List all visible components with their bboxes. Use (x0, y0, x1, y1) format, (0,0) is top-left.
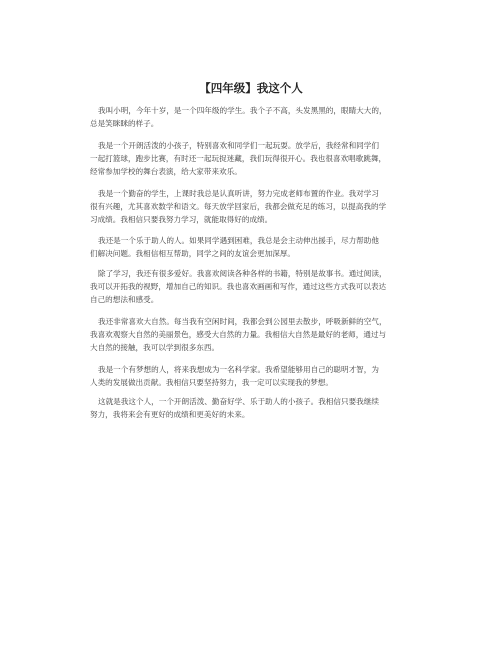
paragraph-1-line-1: 我叫小明，今年十岁，是一个四年级的学生。我个子不高，头发黑黑的，眼睛大大的， (98, 106, 387, 115)
paragraph-7 (90, 363, 379, 389)
paragraph-4 (90, 234, 379, 260)
paragraph-3-line-3: 习成绩。我相信只要我努力学习，就能取得好的成绩。 (90, 215, 273, 224)
paragraph-4-line-1: 我还是一个乐于助人的人。如果同学遇到困难，我总是会主动伸出援手，尽力帮助他 (98, 236, 379, 245)
paragraph-3 (90, 187, 386, 226)
paragraph-5-line-3: 自己的想法和感受。 (90, 295, 159, 304)
paragraph-6-line-3: 大自然的接触，我可以学到很多东西。 (90, 343, 220, 352)
paragraph-6-line-1: 我还非常喜欢大自然。每当我有空闲时间，我都会到公园里去散步，呼吸新鲜的空气， (98, 317, 387, 326)
paragraph-7-line-1: 我是一个有梦想的人，将来我想成为一名科学家。我希望能够用自己的聪明才智，为 (98, 365, 379, 374)
paragraph-2-line-3: 经常参加学校的舞台表演，给大家带来欢乐。 (90, 167, 242, 176)
paragraph-2 (90, 139, 386, 178)
paragraph-3-line-2: 很有兴趣，尤其喜欢数学和语文。每天放学回家后，我都会做充足的练习，以提高我的学 (90, 202, 387, 211)
paragraph-3-line-1: 我是一个勤奋的学生，上课时我总是认真听讲，努力完成老师布置的作业。我对学习 (98, 189, 379, 198)
paragraph-5 (90, 267, 387, 306)
paragraph-5-line-1: 除了学习，我还有很多爱好。我喜欢阅读各种各样的书籍，特别是故事书。通过阅读， (98, 269, 387, 278)
paragraph-7-line-2: 人类的发展做出贡献。我相信只要坚持努力，我一定可以实现我的梦想。 (90, 378, 333, 387)
paragraph-8 (90, 395, 379, 421)
paragraph-6 (90, 315, 387, 354)
document-title: 【四年级】我这个人 (199, 81, 303, 95)
paragraph-8-line-2: 努力，我将来会有更好的成绩和更美好的未来。 (90, 410, 250, 419)
paragraph-8-line-1: 这就是我这个人，一个开朗活泼、勤奋好学、乐于助人的小孩子。我相信只要我继续 (98, 397, 379, 406)
paragraph-1 (90, 104, 387, 130)
paragraph-2-line-2: 一起打篮球，跑步比赛，有时还一起玩捉迷藏，我们玩得很开心。我也很喜欢唱歌跳舞， (90, 154, 387, 163)
paragraph-5-line-2: 我可以开拓我的视野，增加自己的知识。我也喜欢画画和写作，通过这些方式我可以表达 (90, 282, 387, 291)
paragraph-6-line-2: 我喜欢观察大自然的美丽景色，感受大自然的力量。我相信大自然是最好的老师，通过与 (90, 330, 387, 339)
paragraph-1-line-2: 总是笑眯眯的样子。 (90, 119, 159, 128)
paragraph-4-line-2: 们解决问题。我相信相互帮助，同学之间的友谊会更加深厚。 (90, 249, 296, 258)
paragraph-2-line-1: 我是一个开朗活泼的小孩子，特别喜欢和同学们一起玩耍。放学后，我经常和同学们 (98, 141, 379, 150)
